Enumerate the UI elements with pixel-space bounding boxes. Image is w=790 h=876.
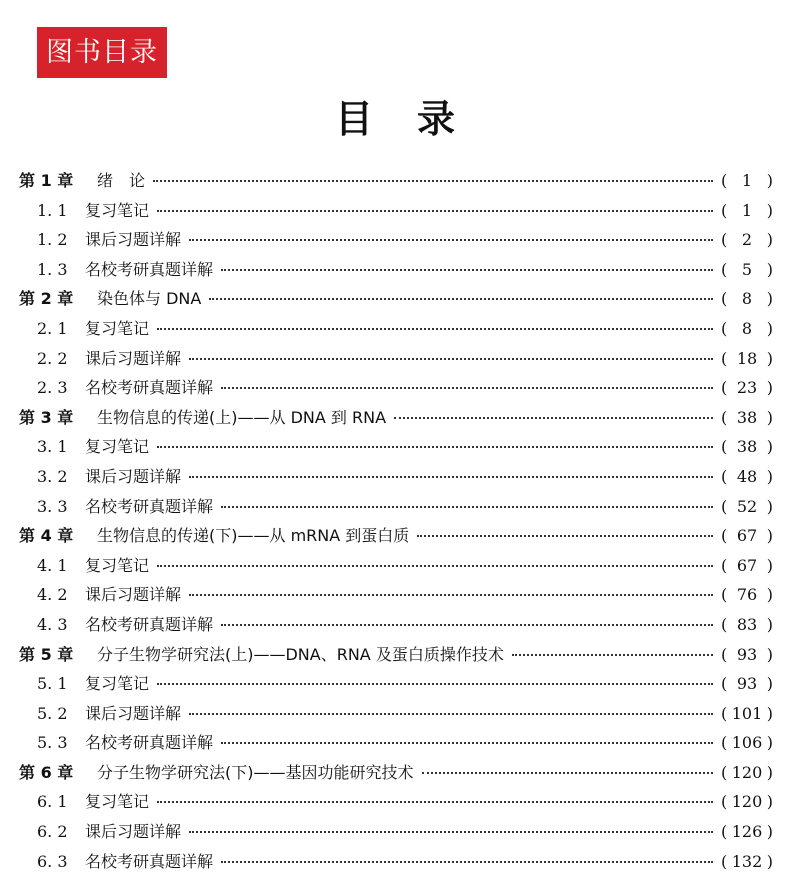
dot-leader [157,565,713,567]
toc-section-row[interactable] [19,669,773,699]
toc-page-number: 8 [741,318,753,338]
toc-page-ref [721,521,773,551]
toc-page-number: 1 [741,171,753,190]
toc-entry-title: 课后习题详解 [85,585,182,605]
dot-leader [221,624,713,626]
toc-entry-number: 2. 3 [37,378,68,398]
toc-page-number: 120 [731,792,763,812]
toc-page-number: 23 [736,378,758,398]
toc-entry-title: 名校考研真题详解 [85,496,214,516]
toc-chapter-row[interactable] [19,166,773,196]
toc-page-ref [721,166,773,196]
toc-entry-number: 2. 2 [37,348,68,368]
page-title: 目录 [334,97,499,141]
toc-page-ref [721,787,773,817]
toc-page-number: 93 [736,644,758,664]
toc-page-ref [721,847,773,876]
close-paren: ) [766,851,773,871]
close-paren: ) [766,407,773,427]
toc-entry-number: 1. 3 [37,259,68,279]
toc-entry-title: 复习笔记 [85,792,150,812]
dot-leader [189,476,713,478]
toc-entry-number: 6. 2 [37,822,68,842]
toc-section-row[interactable] [19,373,773,403]
toc-page-number: 106 [731,733,763,753]
dot-leader [157,801,713,803]
dot-leader [189,713,713,715]
toc-entry-number: 1. 2 [37,230,68,250]
toc-chapter-row[interactable] [19,521,773,551]
toc-entry-number: 第 5 章 [19,644,74,664]
toc-page-number: 48 [736,466,758,486]
dot-leader [221,861,713,863]
toc-entry-number: 1. 1 [37,200,68,220]
toc-page-number: 8 [741,289,753,309]
dot-leader [221,269,713,271]
toc-page-ref [721,314,773,344]
toc-entry-title: 课后习题详解 [85,348,182,368]
toc-chapter-row[interactable] [19,284,773,314]
toc-entry-title: 复习笔记 [85,674,150,694]
toc-entry-number: 3. 2 [37,466,68,486]
toc-page-number: 132 [731,851,763,871]
toc-entry-title: 名校考研真题详解 [85,733,214,753]
open-paren: ( [721,378,728,398]
open-paren: ( [721,733,728,753]
toc-page-number: 83 [736,614,758,634]
toc-entry-number: 第 2 章 [19,289,74,309]
toc-section-row[interactable] [19,580,773,610]
toc-entry-title: 名校考研真题详解 [85,378,214,398]
close-paren: ) [766,585,773,605]
toc-page-number: 93 [736,674,758,694]
toc-page-number: 38 [736,407,758,427]
toc-entry-title: 课后习题详解 [85,703,182,723]
open-paren: ( [721,526,728,546]
toc-page-number: 52 [736,496,758,516]
close-paren: ) [766,822,773,842]
toc-entry-number: 第 4 章 [19,526,74,546]
toc-page-number: 101 [731,703,763,723]
toc-section-row[interactable] [19,432,773,462]
toc-section-row[interactable] [19,196,773,226]
dot-leader [394,417,713,419]
toc-entry-title: 复习笔记 [85,200,150,220]
dot-leader [417,535,713,537]
toc-page-ref [721,284,773,314]
close-paren: ) [766,259,773,279]
toc-entry-number: 第 6 章 [19,762,74,782]
close-paren: ) [766,496,773,516]
close-paren: ) [766,792,773,812]
toc-page-ref [721,462,773,492]
close-paren: ) [766,674,773,694]
toc-section-row[interactable] [19,225,773,255]
toc-entry-number: 6. 3 [37,851,68,871]
open-paren: ( [721,674,728,694]
toc-page-ref [721,373,773,403]
toc-section-row[interactable] [19,847,773,876]
close-paren: ) [766,437,773,457]
toc-entry-title: 名校考研真题详解 [85,614,214,634]
toc-entry-number: 5. 1 [37,674,68,694]
toc-page-number: 76 [736,585,758,605]
toc-entry-title: 生物信息的传递(下)——从 mRNA 到蛋白质 [97,526,410,546]
toc-entry-number: 4. 2 [37,585,68,605]
toc-section-row[interactable] [19,344,773,374]
open-paren: ( [721,822,728,842]
dot-leader [189,358,713,360]
toc-entry-title: 课后习题详解 [85,230,182,250]
close-paren: ) [766,703,773,723]
close-paren: ) [766,289,773,309]
close-paren: ) [766,614,773,634]
open-paren: ( [721,644,728,664]
toc-page-ref [721,758,773,788]
dot-leader [189,594,713,596]
toc-chapter-row[interactable] [19,758,773,788]
dot-leader [422,772,714,774]
close-paren: ) [766,526,773,546]
toc-page-number: 38 [736,437,758,457]
close-paren: ) [766,318,773,338]
toc-section-row[interactable] [19,255,773,285]
dot-leader [512,654,713,656]
toc-page-number: 67 [736,526,758,546]
toc-page-number: 67 [736,555,758,575]
toc-page-ref [721,551,773,581]
toc-entry-title: 复习笔记 [85,437,150,457]
toc-page-ref [721,699,773,729]
open-paren: ( [721,289,728,309]
toc-entry-title: 名校考研真题详解 [85,851,214,871]
toc-page-ref [721,225,773,255]
toc-entry-number: 3. 3 [37,496,68,516]
open-paren: ( [721,437,728,457]
open-paren: ( [721,851,728,871]
toc-section-row[interactable] [19,787,773,817]
toc-section-row[interactable] [19,462,773,492]
dot-leader [221,742,713,744]
book-catalog-badge: 图书目录 [37,27,167,78]
open-paren: ( [721,555,728,575]
toc-entry-title: 课后习题详解 [85,822,182,842]
toc-entry-title: 复习笔记 [85,555,150,575]
open-paren: ( [721,200,728,220]
toc-page-number: 5 [741,259,753,279]
toc-page-ref [721,817,773,847]
toc-page-ref [721,580,773,610]
toc-entry-number: 5. 3 [37,733,68,753]
toc-page-ref [721,728,773,758]
toc-page-ref [721,255,773,285]
toc-page-ref [721,403,773,433]
dot-leader [157,210,713,212]
open-paren: ( [721,230,728,250]
toc-page-ref [721,492,773,522]
toc-chapter-row[interactable] [19,640,773,670]
dot-leader [189,239,713,241]
toc-chapter-row[interactable] [19,403,773,433]
toc-entry-number: 3. 1 [37,437,68,457]
toc-section-row[interactable] [19,610,773,640]
close-paren: ) [766,644,773,664]
toc-entry-number: 5. 2 [37,703,68,723]
open-paren: ( [721,585,728,605]
toc-page-number: 2 [741,230,753,250]
toc-page-ref [721,610,773,640]
close-paren: ) [766,230,773,250]
table-of-contents [19,166,773,876]
dot-leader [157,446,713,448]
toc-entry-title: 生物信息的传递(上)——从 DNA 到 RNA [97,407,387,427]
toc-page-number: 126 [731,822,763,842]
dot-leader [221,387,713,389]
toc-entry-title: 绪 论 [97,171,146,190]
toc-entry-title: 分子生物学研究法(上)——DNA、RNA 及蛋白质操作技术 [97,644,504,664]
toc-entry-title: 复习笔记 [85,318,150,338]
toc-page-number: 18 [736,348,758,368]
toc-section-row[interactable] [19,551,773,581]
toc-page-ref [721,196,773,226]
toc-entry-number: 4. 3 [37,614,68,634]
open-paren: ( [721,792,728,812]
dot-leader [209,298,713,300]
open-paren: ( [721,703,728,723]
open-paren: ( [721,762,728,782]
close-paren: ) [766,348,773,368]
toc-page-ref [721,432,773,462]
close-paren: ) [766,466,773,486]
toc-section-row[interactable] [19,728,773,758]
toc-entry-title: 染色体与 DNA [97,289,202,309]
close-paren: ) [766,733,773,753]
dot-leader [157,328,713,330]
toc-page-ref [721,669,773,699]
open-paren: ( [721,614,728,634]
toc-page-ref [721,640,773,670]
toc-section-row[interactable] [19,492,773,522]
close-paren: ) [766,171,773,190]
toc-entry-title: 分子生物学研究法(下)——基因功能研究技术 [97,762,414,782]
close-paren: ) [766,378,773,398]
close-paren: ) [766,555,773,575]
toc-page-ref [721,344,773,374]
toc-section-row[interactable] [19,314,773,344]
dot-leader [157,683,713,685]
open-paren: ( [721,407,728,427]
toc-entry-number: 6. 1 [37,792,68,812]
dot-leader [221,506,713,508]
toc-entry-title: 课后习题详解 [85,466,182,486]
dot-leader [153,180,713,182]
open-paren: ( [721,171,728,190]
close-paren: ) [766,762,773,782]
toc-section-row[interactable] [19,699,773,729]
open-paren: ( [721,466,728,486]
toc-entry-number: 2. 1 [37,318,68,338]
toc-page-number: 120 [731,762,763,782]
toc-section-row[interactable] [19,817,773,847]
open-paren: ( [721,259,728,279]
dot-leader [189,831,713,833]
toc-page-number: 1 [741,200,753,220]
open-paren: ( [721,496,728,516]
toc-entry-number: 第 3 章 [19,407,74,427]
toc-entry-number: 4. 1 [37,555,68,575]
close-paren: ) [766,200,773,220]
toc-entry-number: 第 1 章 [19,171,74,190]
open-paren: ( [721,348,728,368]
open-paren: ( [721,318,728,338]
toc-entry-title: 名校考研真题详解 [85,259,214,279]
